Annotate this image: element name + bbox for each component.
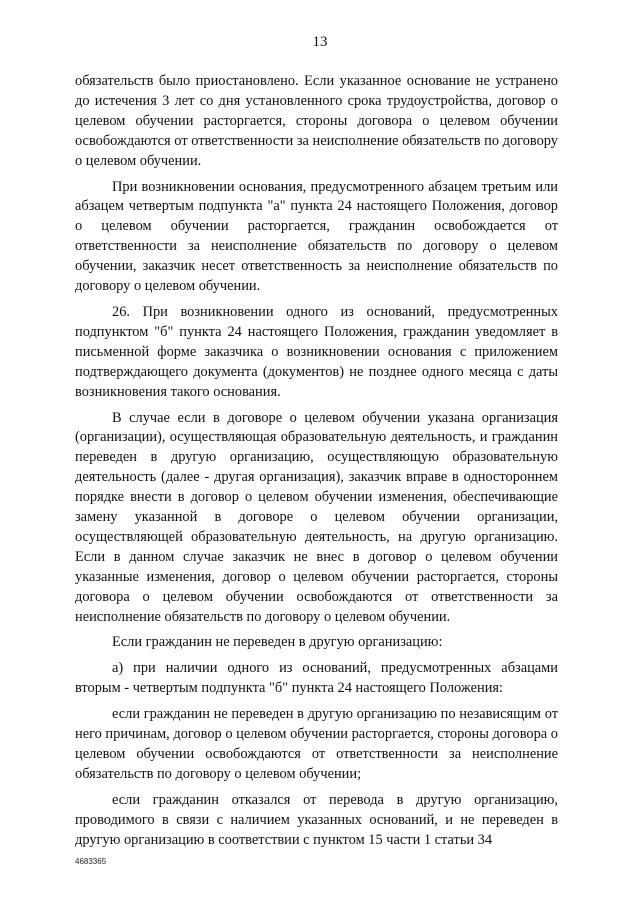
paragraph-continuation: обязательств было приостановлено. Если указанное основание не устранено до истечения 3 лет со дня установленного срока трудоустройства, договор о целевом обучении расторгается, стороны договора о целевом обучении освобождаются от ответственности за неисполнение обязательств по договору о целевом обучении. bbox=[75, 73, 558, 169]
document-body bbox=[75, 72, 558, 851]
document-code: 4683365 bbox=[75, 857, 107, 866]
page-number: 13 bbox=[312, 34, 328, 50]
paragraph: В случае если в договоре о целевом обучении указана организация (организации), осуществляющая образовательную деятельность, и гражданин переведен в другую организацию, осуществляющую образовательную деятельность (далее - другая организация), заказчик вправе в одностороннем порядке внести в договор о целевом обучении изменения, обеспечивающие замену указанной в договоре о целевом обучении организации, осуществляющей образовательную деятельность, на другую организацию. Если в данном случае заказчик не внес в договор о целевом обучении указанные изменения, договор о целевом обучении расторгается, стороны договора о целевом обучении освобождаются от ответственности за неисполнение обязательств по договору о целевом обучении. bbox=[75, 409, 558, 625]
paragraph: Если гражданин не переведен в другую организацию: bbox=[112, 634, 443, 651]
paragraph: если гражданин не переведен в другую организацию по независящим от него причинам, договор о целевом обучении расторгается, стороны договора о целевом обучении освобождаются от ответственности за неисполнение обязательств по договору о целевом обучении; bbox=[75, 706, 558, 782]
paragraph-subitem-a: а) при наличии одного из оснований, предусмотренных абзацами вторым - четвертым подпункта "б" пункта 24 настоящего Положения: bbox=[75, 660, 558, 697]
paragraph: если гражданин отказался от перевода в другую организацию, проводимого в связи с наличием указанных оснований, и не переведен в другую организацию в соответствии с пунктом 15 части 1 статьи 34 bbox=[75, 791, 558, 848]
paragraph: При возникновении основания, предусмотренного абзацем третьим или абзацем четвертым подпункта "а" пункта 24 настоящего Положения, договор о целевом обучении расторгается, гражданин освобождается от ответственности за неисполнение обязательств по договору о целевом обучении, заказчик несет ответственность за неисполнение обязательств по договору о целевом обучении. bbox=[75, 178, 558, 295]
paragraph-item-26: 26. При возникновении одного из оснований, предусмотренных подпунктом "б" пункта 24 настоящего Положения, гражданин уведомляет в письменной форме заказчика о возникновении основания с приложением подтверждающего документа (документов) не позднее одного месяца с даты возникновения такого основания. bbox=[75, 303, 558, 400]
